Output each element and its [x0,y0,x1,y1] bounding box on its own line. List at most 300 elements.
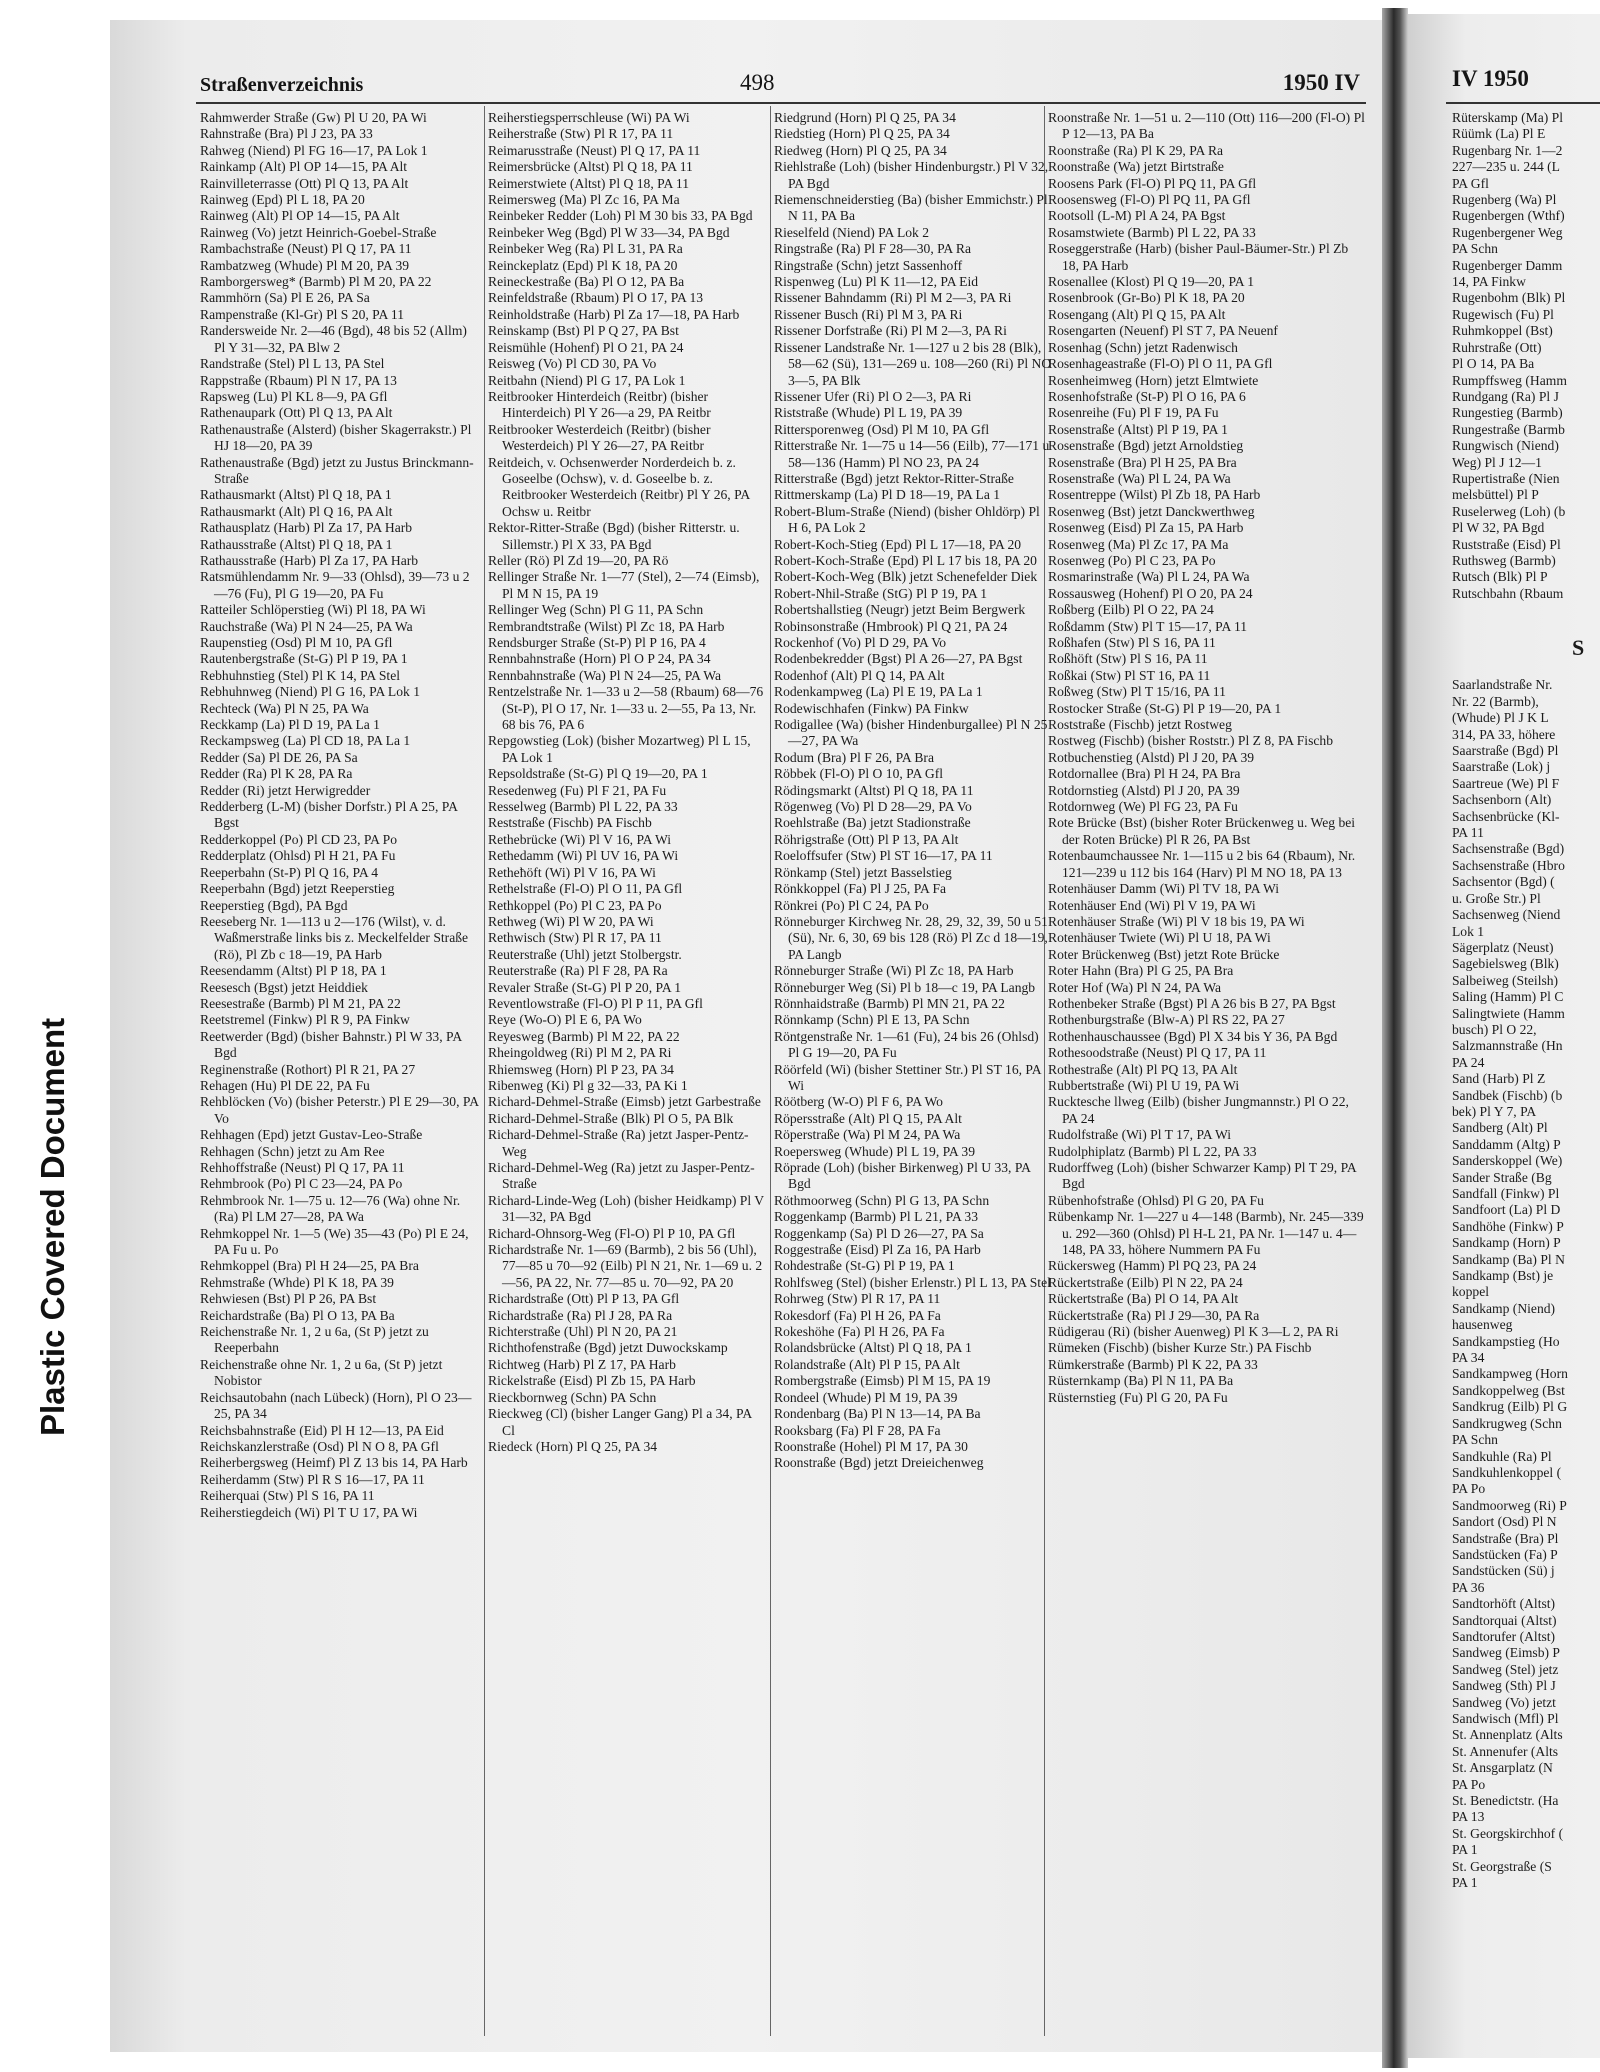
directory-entry: Roter Hof (Wa) Pl N 24, PA Wa [1048,979,1222,995]
directory-entry: Sandweg (Eimsb) P [1452,1645,1560,1661]
directory-entry: Sandkoppelweg (Bst [1452,1382,1565,1398]
directory-entry: Rissener Landstraße Nr. 1—127 u 2 bis 28 (Blk), 58—62 (Sü), 131—269 u. 108—260 (Ri) Pl NO 3—5, PA Blk [774,339,1052,388]
directory-entry: Robertshallstieg (Neugr) jetzt Beim Bergwerk [774,602,1026,618]
directory-entry: Sachsenweg (Niend [1452,907,1561,923]
directory-entry: Rugenberger Damm [1452,257,1563,273]
directory-entry: Reckampsweg (La) Pl CD 18, PA La 1 [200,733,411,749]
directory-entry: Rehhagen (Epd) jetzt Gustav-Leo-Straße [200,1127,423,1143]
directory-entry: Rehmkoppel Nr. 1—5 (We) 35—43 (Po) Pl E 24, PA Fu u. Po [200,1225,469,1258]
directory-entry: Rugewisch (Fu) Pl [1452,306,1554,322]
directory-entry: Rotbuchenstieg (Alstd) Pl J 20, PA 39 [1048,749,1255,765]
directory-entry: Rembrandtstraße (Wilst) Pl Zc 18, PA Harb [488,618,725,634]
directory-entry: 227—235 u. 244 (L [1452,159,1560,175]
directory-entry: Reiherstiegsperrschleuse (Wi) PA Wi [488,110,690,125]
directory-entry: Rönkrei (Po) Pl C 24, PA Po [774,897,929,913]
directory-entry: PA Po [1452,1776,1486,1792]
directory-entry: Randstraße (Stel) Pl L 13, PA Stel [200,356,385,372]
directory-entry: Sandweg (Stel) jetz [1452,1661,1559,1677]
directory-entry: Rönkkoppel (Fa) Pl J 25, PA Fa [774,881,947,897]
directory-entry: Roepersweg (Whude) Pl L 19, PA 39 [774,1143,975,1159]
directory-entry: Rostweg (Fischb) (bisher Roststr.) Pl Z 8, PA Fischb [1048,733,1333,749]
directory-entry: Rathausplatz (Harb) Pl Za 17, PA Harb [200,520,413,536]
directory-entry: Rosenheimweg (Horn) jetzt Elmtwiete [1048,372,1259,388]
directory-entry: Roter Brückenweg (Bst) jetzt Rote Brücke [1048,946,1280,962]
directory-entry: Rethwisch (Stw) Pl R 17, PA 11 [488,930,662,946]
directory-entry: PA Po [1452,1481,1486,1497]
directory-entry: Reitbrooker Westerdeich (Reitbr) (bisher Westerdeich) Pl Y 26—27, PA Reitbr [488,421,711,454]
directory-entry: Ruhmkoppel (Bst) [1452,323,1553,339]
directory-entry: Rathenaustraße (Alsterd) (bisher Skagerrakstr.) Pl HJ 18—20, PA 39 [200,421,472,454]
directory-entry: Sandweg (Sth) Pl J [1452,1678,1556,1694]
directory-entry: Röntgenstraße Nr. 1—61 (Fu), 24 bis 26 (Ohlsd) Pl G 19—20, PA Fu [774,1028,1039,1061]
directory-entry: Roter Hahn (Bra) Pl G 25, PA Bra [1048,963,1234,979]
directory-entry: Reesestraße (Barmb) Pl M 21, PA 22 [200,995,401,1011]
directory-entry: Sandtorquai (Altst) [1452,1612,1557,1628]
directory-entry: Roeloffsufer (Stw) Pl ST 16—17, PA 11 [774,848,993,864]
directory-entry: Riedstieg (Horn) Pl Q 25, PA 34 [774,126,950,142]
directory-entry: Sandhöhe (Finkw) P [1452,1218,1564,1234]
directory-entry: Rauchstraße (Wa) Pl N 24—25, PA Wa [200,618,413,634]
directory-entry: Richtweg (Harb) Pl Z 17, PA Harb [488,1356,676,1372]
directory-entry: Ritterstraße (Bgd) jetzt Rektor-Ritter-Straße [774,470,1014,486]
directory-entry: Robert-Koch-Weg (Blk) jetzt Schenefelder Diek [774,569,1038,585]
directory-entry: Sandfoort (La) Pl D [1452,1202,1561,1218]
directory-entry: Rugenbergener Weg [1452,224,1563,240]
directory-entry: Rögenweg (Vo) Pl D 28—29, PA Vo [774,799,972,815]
directory-entry: Saarstraße (Bgd) Pl [1452,743,1559,759]
directory-entry: Lok 1 [1452,923,1485,939]
directory-entry: Rieckbornweg (Schn) PA Schn [488,1389,657,1405]
directory-entry: Sandstraße (Bra) Pl [1452,1530,1559,1546]
directory-entry: Rönkamp (Stel) jetzt Basselstieg [774,864,952,880]
directory-entry: Revaler Straße (St-G) Pl P 20, PA 1 [488,979,682,995]
directory-entry: Reiherbergsweg (Heimf) Pl Z 13 bis 14, PA Harb [200,1455,468,1471]
directory-entry: Ramborgersweg* (Barmb) Pl M 20, PA 22 [200,274,432,290]
directory-entry: Rosenbrook (Gr-Bo) Pl K 18, PA 20 [1048,290,1245,306]
directory-entry: Reimersweg (Ma) Pl Zc 16, PA Ma [488,192,680,208]
directory-entry: Sandkrug (Eilb) Pl G [1452,1399,1568,1415]
directory-entry: Rosenallee (Klost) Pl Q 19—20, PA 1 [1048,274,1255,290]
directory-entry: Reesesch (Bgst) jetzt Heiddiek [200,979,368,995]
directory-entry: Röpersstraße (Alt) Pl Q 15, PA Alt [774,1110,962,1126]
directory-entry: Rendsburger Straße (St-P) Pl P 16, PA 4 [488,635,706,650]
directory-entry: Reimerstwiete (Altst) Pl Q 18, PA 11 [488,175,690,191]
directory-entry: Rönnhaidstraße (Barmb) Pl MN 21, PA 22 [774,995,1005,1011]
directory-entry: Salzmannstraße (Hn [1452,1038,1563,1054]
directory-entry: Rosenstraße (Wa) Pl L 24, PA Wa [1048,470,1231,486]
directory-entry: Reetwerder (Bgd) (bisher Bahnstr.) Pl W 33, PA Bgd [200,1028,462,1061]
directory-entry [1452,619,1600,635]
directory-entry: Rosenhag (Schn) jetzt Radenwisch [1048,339,1238,355]
directory-entry: Ruselerweg (Loh) (b [1452,503,1566,519]
directory-entry: Riemenschneiderstieg (Ba) (bisher Emmichstr.) Pl N 11, PA Ba [774,192,1048,224]
directory-entry: Roonstraße (Bgd) jetzt Dreieichenweg [774,1455,984,1471]
directory-entry: Robert-Blum-Straße (Niend) (bisher Ohldörp) Pl H 6, PA Lok 2 [774,503,1040,536]
header-rule [196,102,1366,104]
directory-entry: Reststraße (Fischb) PA Fischb [488,815,652,831]
directory-entry: Rugenbergen (Wthf) [1452,208,1565,224]
directory-entry: Riedeck (Horn) Pl Q 25, PA 34 [488,1438,658,1454]
directory-entry: Rückertstraße (Eilb) Pl N 22, PA 24 [1048,1274,1243,1290]
directory-entry: Roßhafen (Stw) Pl S 16, PA 11 [1048,635,1216,650]
directory-entry: Randersweide Nr. 2—46 (Bgd), 48 bis 52 (Allm) Pl Y 31—32, PA Blw 2 [200,323,467,355]
directory-entry: Rebhuhnweg (Niend) Pl G 16, PA Lok 1 [200,684,421,700]
directory-entry: Sand (Harb) Pl Z [1452,1071,1546,1087]
directory-entry: Rotenbaumchaussee Nr. 1—115 u 2 bis 64 (Rbaum), Nr. 121—239 u 112 bis 164 (Harv) Pl M NO 18, PA 13 [1048,848,1356,880]
directory-entry: PA 34 [1452,1350,1485,1366]
directory-entry: Reiherdamm (Stw) Pl R S 16—17, PA 11 [200,1471,425,1487]
directory-entry: Ribenweg (Ki) Pl g 32—33, PA Ki 1 [488,1077,688,1093]
directory-entry: Redderberg (L-M) (bisher Dorfstr.) Pl A 25, PA Bgst [200,799,458,831]
directory-entry: Reckkamp (La) Pl D 19, PA La 1 [200,717,380,733]
directory-entry: Reineckestraße (Ba) Pl O 12, PA Ba [488,274,685,290]
directory-entry: Roggestraße (Eisd) Pl Za 16, PA Harb [774,1242,981,1258]
directory-entry: Saartreue (We) Pl F [1452,775,1560,791]
directory-entry: Sandstücken (Sü) j [1452,1563,1555,1579]
directory-entry: Ratteiler Schlöperstieg (Wi) Pl 18, PA Wi [200,602,426,618]
directory-entry: Reichsautobahn (nach Lübeck) (Horn), Pl O 23—25, PA 34 [200,1389,472,1422]
directory-entry: Roonstraße (Hohel) Pl M 17, PA 30 [774,1438,968,1454]
directory-entry: Reinbeker Weg (Ra) Pl L 31, PA Ra [488,241,683,257]
directory-entry: Rehmbrook (Po) Pl C 23—24, PA Po [200,1176,403,1192]
directory-entry: Reinholdstraße (Harb) Pl Za 17—18, PA Harb [488,306,740,322]
directory-entry: Rostocker Straße (St-G) Pl P 19—20, PA 1 [1048,700,1282,716]
directory-entry: Sachsenborn (Alt) [1452,792,1552,808]
directory-entry: Repgowstieg (Lok) (bisher Mozartweg) Pl L 15, PA Lok 1 [488,733,751,765]
directory-entry: Sachsentor (Bgd) ( [1452,874,1555,890]
directory-entry: Rehagen (Hu) Pl DE 22, PA Fu [200,1077,370,1093]
directory-entry: Sandbek (Fischb) (b [1452,1087,1563,1103]
directory-entry: Richardstraße Nr. 1—69 (Barmb), 2 bis 56 (Uhl), 77—85 u 70—92 (Eilb) Pl N 21, Nr. 1—69 u. 2—56, PA 22, Nr. 77—85 u. 70—92, PA 20 [488,1242,763,1290]
directory-entry: Rothesoodstraße (Neust) Pl Q 17, PA 11 [1048,1045,1267,1061]
directory-entry: Rehhoffstraße (Neust) Pl Q 17, PA 11 [200,1160,405,1175]
directory-entry: Richard-Dehmel-Straße (Blk) Pl O 5, PA Blk [488,1110,734,1126]
directory-entry: Sandkuhle (Ra) Pl [1452,1448,1552,1464]
directory-entry: Reitbrooker Hinterdeich (Reitbr) (bisher Hinterdeich) Pl Y 26—a 29, PA Reitbr [488,388,711,421]
directory-entry: Rutschbahn (Rbaum [1452,585,1564,601]
directory-entry: Riststraße (Whude) Pl L 19, PA 39 [774,405,963,421]
directory-entry: Reiherstraße (Stw) Pl R 17, PA 11 [488,126,674,142]
directory-entry: Rombergstraße (Eimsb) Pl M 15, PA 19 [774,1373,991,1389]
directory-entry: Resselweg (Barmb) Pl L 22, PA 33 [488,799,678,815]
directory-entry: Roggenkamp (Sa) Pl D 26—27, PA Sa [774,1225,984,1241]
directory-entry: Sägerplatz (Neust) [1452,939,1554,955]
directory-entry: Richterstraße (Uhl) Pl N 20, PA 21 [488,1324,678,1340]
directory-entry: Saling (Hamm) Pl C [1452,989,1564,1005]
directory-entry: Reyesweg (Barmb) Pl M 22, PA 22 [488,1028,680,1044]
directory-entry: Reitbahn (Niend) Pl G 17, PA Lok 1 [488,372,686,388]
directory-entry: Sachsenstraße (Hbro [1452,857,1565,873]
directory-entry: Roßweg (Stw) Pl T 15/16, PA 11 [1048,684,1226,700]
directory-entry: Roßhöft (Stw) Pl S 16, PA 11 [1048,651,1208,667]
directory-entry: Rosenstraße (Bgd) jetzt Arnoldstieg [1048,438,1244,454]
directory-entry: Rümeken (Fischb) (bisher Kurze Str.) PA Fischb [1048,1340,1312,1356]
directory-entry: busch) Pl O 22, [1452,1021,1537,1037]
directory-entry: Rieselfeld (Niend) PA Lok 2 [774,224,930,240]
right-header-rule [1446,102,1600,104]
directory-entry: Roonstraße Nr. 1—51 u. 2—110 (Ott) 116—200 (Fl-O) Pl P 12—13, PA Ba [1048,110,1365,142]
directory-entry: Reimersbrücke (Altst) Pl Q 18, PA 11 [488,159,693,175]
directory-entry: Sandkamp (Horn) P [1452,1235,1561,1251]
directory-entry: Reimarusstraße (Neust) Pl Q 17, PA 11 [488,142,701,158]
directory-entry: Rönneburger Kirchweg Nr. 28, 29, 32, 39, 50 u 51 (Sü), Nr. 6, 30, 69 bis 128 (Rö) Pl Zc d 18—19, PA Langb [774,913,1048,962]
directory-entry: Rutsch (Blk) Pl P [1452,569,1548,585]
directory-entry: Rothenbeker Straße (Bgst) Pl A 26 bis B 27, PA Bgst [1048,995,1336,1011]
directory-entry: Rudolfstraße (Wi) Pl T 17, PA Wi [1048,1127,1232,1143]
directory-entry: Reller (Rö) Pl Zd 19—20, PA Rö [488,552,669,568]
directory-entry: Rosentreppe (Wilst) Pl Zb 18, PA Harb [1048,487,1261,503]
directory-entry: Saarstraße (Lok) j [1452,759,1551,775]
directory-entry: Rathausstraße (Altst) Pl Q 18, PA 1 [200,536,393,552]
directory-entry: Reesendamm (Altst) Pl P 18, PA 1 [200,963,387,979]
directory-entry: Rönnkamp (Schn) Pl E 13, PA Schn [774,1012,970,1028]
directory-entry: Rathausmarkt (Altst) Pl Q 18, PA 1 [200,487,392,503]
directory-entry: Rondenbarg (Ba) Pl N 13—14, PA Ba [774,1406,981,1422]
directory-entry: Rübenkamp Nr. 1—227 u 4—148 (Barmb), Nr. 245—339 u. 292—360 (Ohlsd) Pl H-L 21, PA Nr. 1—147 u. 4—148, PA 33, höhere Nummern PA Fu [1048,1209,1364,1258]
directory-entry: Reichenstraße ohne Nr. 1, 2 u 6a, (St P) jetzt Nobistor [200,1356,443,1389]
directory-entry: Ruthsweg (Barmb) [1452,552,1556,568]
directory-entry: Rispenweg (Lu) Pl K 11—12, PA Eid [774,274,979,290]
directory-entry: Rotenhäuser End (Wi) Pl V 19, PA Wi [1048,897,1256,913]
directory-entry: Reichsbahnstraße (Eid) Pl H 12—13, PA Eid [200,1422,444,1438]
directory-entry: Rhiemsweg (Horn) Pl P 23, PA 34 [488,1061,674,1077]
directory-entry: Rohrweg (Stw) Pl R 17, PA 11 [774,1291,941,1307]
directory-entry: Sagebielsweg (Blk) [1452,956,1559,972]
directory-entry: Weg) Pl J 12—1 [1452,454,1542,470]
directory-entry: Rambachstraße (Neust) Pl Q 17, PA 11 [200,241,412,257]
directory-entry: 314, PA 33, höhere [1452,726,1556,742]
directory-entry: Rathausstraße (Harb) Pl Za 17, PA Harb [200,552,419,568]
directory-entry: Rondeel (Whude) Pl M 19, PA 39 [774,1389,958,1405]
directory-entry: PA 1 [1452,1842,1478,1858]
directory-entry: Sandkrugweg (Schn [1452,1415,1562,1431]
directory-entry: Rainweg (Vo) jetzt Heinrich-Goebel-Straße [200,224,437,240]
directory-entry: Rolandsbrücke (Altst) Pl Q 18, PA 1 [774,1340,972,1356]
directory-entry: Rambatzweg (Whude) Pl M 20, PA 39 [200,257,410,273]
directory-entry: Sandkamp (Niend) [1452,1300,1556,1316]
directory-entry: Rotdornweg (We) Pl FG 23, PA Fu [1048,799,1238,815]
directory-entry: Redderkoppel (Po) Pl CD 23, PA Po [200,831,398,847]
directory-entry: Rootsoll (L-M) Pl A 24, PA Bgst [1048,208,1226,224]
directory-entry: Rückertstraße (Ba) Pl O 14, PA Alt [1048,1291,1239,1307]
header-year: 1950 IV [1282,70,1360,95]
directory-entry: Rückertstraße (Ra) Pl J 29—30, PA Ra [1048,1307,1260,1323]
directory-entry: Rosengarten (Neuenf) Pl ST 7, PA Neuenf [1048,323,1278,339]
directory-entry: Reisweg (Vo) Pl CD 30, PA Vo [488,356,657,372]
directory-entry: Riehlstraße (Loh) (bisher Hindenburgstr.) Pl V 32, PA Bgd [774,159,1049,191]
directory-entry: Sanddamm (Altg) P [1452,1136,1561,1152]
side-label [34,1396,74,1436]
directory-entry: Rotenhäuser Damm (Wi) Pl TV 18, PA Wi [1048,881,1280,897]
directory-entry: Rellinger Straße Nr. 1—77 (Stel), 2—74 (Eimsb), Pl M N 15, PA 19 [488,569,760,601]
directory-entry: hausenweg [1452,1317,1513,1333]
directory-entry: Nr. 22 (Barmb), [1452,693,1539,709]
directory-entry: Rechteck (Wa) Pl N 25, PA Wa [200,700,369,716]
directory-entry: Rodewischhafen (Finkw) PA Finkw [774,700,969,716]
directory-entry: Ritterstraße Nr. 1—75 u 14—56 (Eilb), 77—171 u 58—136 (Hamm) Pl NO 23, PA 24 [774,438,1050,470]
directory-entry: Rumpffsweg (Hamm [1452,372,1567,388]
directory-entry: Rundgang (Ra) Pl J [1452,388,1559,404]
directory-entry: Rubbertstraße (Wi) Pl U 19, PA Wi [1048,1077,1240,1093]
right-page-column [1452,110,1600,2040]
directory-entry: Rosenweg (Po) Pl C 23, PA Po [1048,552,1216,568]
directory-entry: Röprade (Loh) (bisher Birkenweg) Pl U 33, PA Bgd [774,1160,1031,1192]
directory-entry: Rudolphiplatz (Barmb) Pl L 22, PA 33 [1048,1143,1257,1159]
column-divider [770,106,771,2036]
directory-entry [1452,602,1600,618]
directory-entry: Roßdamm (Stw) Pl T 15—17, PA 11 [1048,618,1248,634]
directory-entry: Rathenaustraße (Bgd) jetzt zu Justus Brinckmann-Straße [200,454,474,486]
directory-entry: Pl O 14, PA Ba [1452,356,1535,372]
directory-entry: St. Ansgarplatz (N [1452,1760,1553,1776]
directory-entry: Rüsternstieg (Fu) Pl G 20, PA Fu [1048,1389,1228,1405]
section-letter: S [1572,635,1585,660]
directory-entry: St. Benedictstr. (Ha [1452,1793,1559,1809]
directory-entry: St. Annenplatz (Alts [1452,1727,1563,1743]
directory-entry: Rotdornallee (Bra) Pl H 24, PA Bra [1048,766,1241,782]
directory-entry: Reinfeldstraße (Rbaum) Pl O 17, PA 13 [488,290,704,306]
directory-entry: Raupenstieg (Osd) Pl M 10, PA Gfl [200,635,393,650]
directory-entry: Rickelstraße (Eisd) Pl Zb 15, PA Harb [488,1373,696,1389]
directory-entry: Richard-Dehmel-Weg (Ra) jetzt zu Jasper-Pentz-Straße [488,1160,755,1192]
directory-entry: Rolandstraße (Alt) Pl P 15, PA Alt [774,1356,960,1372]
directory-entry: Rampenstraße (Kl-Gr) Pl S 20, PA 11 [200,306,405,322]
directory-entry: Reeseberg Nr. 1—113 u 2—176 (Wilst), v. d. Waßmerstraße links bis z. Meckelfelder Straße (Rö), Pl Zb c 18—19, PA Harb [200,913,469,962]
directory-entry: Sandkampstieg (Ho [1452,1333,1560,1349]
directory-entry: Rokesdorf (Fa) Pl H 26, PA Fa [774,1307,941,1323]
directory-entry: Rehmkoppel (Bra) Pl H 24—25, PA Bra [200,1258,419,1274]
directory-entry: Rennbahnstraße (Wa) Pl N 24—25, PA Wa [488,667,722,683]
directory-entry: Roehlstraße (Ba) jetzt Stadionstraße [774,815,971,831]
directory-entry: Rathenaupark (Ott) Pl Q 13, PA Alt [200,405,393,421]
directory-entry: Reuterstraße (Uhl) jetzt Stolbergstr. [488,946,682,962]
directory-entry: Rammhörn (Sa) Pl E 26, PA Sa [200,290,370,306]
directory-entry: Retheħöft (Wi) Pl V 16, PA Wi [488,864,656,880]
directory-entry: Rehwiesen (Bst) Pl P 26, PA Bst [200,1291,377,1307]
directory-entry: Ringstraße (Schn) jetzt Sassenhoff [774,257,963,273]
right-page-clip [1408,14,1600,2058]
directory-entry: Redder (Ra) Pl K 28, PA Ra [200,766,353,782]
directory-entry: Rosmarinstraße (Wa) Pl L 24, PA Wa [1048,569,1250,585]
directory-entry: Rathausmarkt (Alt) Pl Q 16, PA Alt [200,503,393,519]
directory-entry: Rissener Ufer (Ri) Pl O 2—3, PA Ri [774,388,972,404]
directory-entry: Riedweg (Horn) Pl Q 25, PA 34 [774,142,947,158]
directory-entry: Rahnstraße (Bra) Pl J 23, PA 33 [200,126,373,142]
directory-entry: Rönneburger Straße (Wi) Pl Zc 18, PA Harb [774,963,1014,979]
directory-entry: Salingtwiete (Hamm [1452,1005,1565,1021]
directory-entry: Sandkuhlenkoppel ( [1452,1464,1562,1480]
directory-entry: Rautenbergstraße (St-G) Pl P 19, PA 1 [200,651,408,667]
directory-entry: Rothestraße (Alt) Pl PQ 13, PA Alt [1048,1061,1238,1077]
directory-entry: Rennbahnstraße (Horn) Pl O P 24, PA 34 [488,651,711,667]
directory-entry: Roststraße (Fischb) jetzt Rostweg [1048,717,1232,733]
directory-entry: Robert-Nhil-Straße (StG) Pl P 19, PA 1 [774,585,988,601]
directory-entry: Rungestieg (Barmb) [1452,405,1563,421]
directory-entry: Sanderskoppel (We) [1452,1153,1563,1169]
directory-entry: Reichskanzlerstraße (Osd) Pl N O 8, PA Gfl [200,1438,439,1454]
directory-entry: Reiherquai (Stw) Pl S 16, PA 11 [200,1488,375,1504]
directory-entry: Rethedamm (Wi) Pl UV 16, PA Wi [488,848,679,864]
directory-entry: Richardstraße (Ra) Pl J 28, PA Ra [488,1307,673,1323]
directory-entry: Rosenstraße (Altst) Pl P 19, PA 1 [1048,421,1228,437]
directory-entry: Rosenreihe (Fu) Pl F 19, PA Fu [1048,405,1219,421]
directory-entry: Riedgrund (Horn) Pl Q 25, PA 34 [774,110,956,125]
directory-entry: Sandstücken (Fa) P [1452,1546,1558,1562]
directory-entry: Pl W 32, PA Bgd [1452,520,1545,536]
directory-entry: Rodenbekredder (Bgst) Pl A 26—27, PA Bgst [774,651,1023,667]
directory-entry: Reismühle (Hohenf) Pl O 21, PA 24 [488,339,684,355]
directory-entry: Rosamstwiete (Barmb) Pl L 22, PA 33 [1048,224,1256,240]
directory-entry: Rainkamp (Alt) Pl OP 14—15, PA Alt [200,159,408,175]
directory-entry: Sandweg (Vo) jetzt [1452,1694,1556,1710]
directory-entry: Rungwisch (Niend) [1452,438,1559,454]
directory-entry: Rainweg (Alt) Pl OP 14—15, PA Alt [200,208,400,224]
directory-entry: Rethweg (Wi) Pl W 20, PA Wi [488,913,654,929]
directory-entry: Rehmstraße (Whde) Pl K 18, PA 39 [200,1274,394,1290]
directory-entry: Rugenberg (Wa) Pl [1452,192,1557,208]
directory-entry: Sandkamp (Ba) Pl N [1452,1251,1565,1267]
directory-entry: Rübenhofstraße (Ohlsd) Pl G 20, PA Fu [1048,1192,1264,1208]
directory-entry: Richardstraße (Ott) Pl P 13, PA Gfl [488,1291,680,1307]
directory-entry: Rheingoldweg (Ri) Pl M 2, PA Ri [488,1045,672,1061]
directory-entry: Sandmoorweg (Ri) P [1452,1497,1567,1513]
directory-entry: Rissener Busch (Ri) Pl M 3, PA Ri [774,306,963,322]
directory-entry: Resedenweg (Fu) Pl F 21, PA Fu [488,782,667,798]
book-gutter [1382,8,1408,2068]
directory-entry: koppel [1452,1284,1489,1300]
directory-entry: Rellinger Weg (Schn) Pl G 11, PA Schn [488,602,704,618]
directory-entry: Sandtorufer (Altst) [1452,1628,1556,1644]
directory-entry: Rieckweg (Cl) (bisher Langer Gang) Pl a 34, PA Cl [488,1406,752,1438]
directory-entry: Rugenbohm (Blk) Pl [1452,290,1566,306]
directory-entry: Richard-Dehmel-Straße (Ra) jetzt Jasper-Pentz-Weg [488,1127,749,1159]
directory-entry: Rossausweg (Hohenf) Pl O 20, PA 24 [1048,585,1253,601]
directory-entry: Reventlowstraße (Fl-O) Pl P 11, PA Gfl [488,995,703,1011]
directory-entry: St. Georgstraße (S [1452,1858,1552,1874]
directory-entry: Sandkamp (Bst) je [1452,1268,1554,1284]
directory-entry: Rittmerskamp (La) Pl D 18—19, PA La 1 [774,487,1001,503]
directory-entry: Rotenhäuser Straße (Wi) Pl V 18 bis 19, PA Wi [1048,913,1305,929]
directory-entry: Robert-Koch-Straße (Epd) Pl L 17 bis 18, PA 20 [774,552,1037,568]
directory-entry: Rosenhageastraße (Fl-O) Pl O 11, PA Gfl [1048,356,1273,372]
directory-entry: Sandtorhöft (Altst) [1452,1596,1556,1612]
directory-column-3 [774,110,1052,2040]
directory-entry: Rothenburgstraße (Blw-A) Pl RS 22, PA 27 [1048,1012,1285,1028]
directory-entry: Reeperstieg (Bgd), PA Bgd [200,897,348,913]
directory-entry: Rappstraße (Rbaum) Pl N 17, PA 13 [200,372,397,388]
directory-entry: Rodenhof (Alt) Pl Q 14, PA Alt [774,667,945,683]
page-number: 498 [740,70,775,95]
directory-entry: Roseggerstraße (Harb) (bisher Paul-Bäumer-Str.) Pl Zb 18, PA Harb [1048,241,1349,273]
directory-entry: Reichardstraße (Ba) Pl O 13, PA Ba [200,1307,395,1323]
directory-entry: Rodum (Bra) Pl F 26, PA Bra [774,749,934,765]
directory-entry: Rote Brücke (Bst) (bisher Roter Brückenweg u. Weg bei der Roten Brücke) Pl R 26, PA Bst [1048,815,1356,847]
directory-entry: Rahweg (Niend) Pl FG 16—17, PA Lok 1 [200,142,428,158]
directory-entry: Sandfall (Finkw) Pl [1452,1186,1560,1201]
directory-entry: Reginenstraße (Rothort) Pl R 21, PA 27 [200,1061,416,1077]
directory-entry: Röörfeld (Wi) (bisher Stettiner Str.) Pl ST 16, PA Wi [774,1061,1041,1093]
directory-entry: Rosenstraße (Bra) Pl H 25, PA Bra [1048,454,1237,470]
directory-entry: Rethelstraße (Fl-O) Pl O 11, PA Gfl [488,881,683,897]
directory-entry: melsbüttel) Pl P [1452,487,1539,503]
directory-entry: Rethkoppel (Po) Pl C 23, PA Po [488,897,662,913]
directory-entry: Richard-Ohnsorg-Weg (Fl-O) Pl P 10, PA Gfl [488,1225,736,1241]
directory-entry: St. Georgskirchhof ( [1452,1825,1564,1841]
directory-entry: Rapsweg (Lu) Pl KL 8—9, PA Gfl [200,388,388,404]
directory-entry: Rittersporenweg (Osd) Pl M 10, PA Gfl [774,421,990,437]
directory-entry: Reitdeich, v. Ochsenwerder Norderdeich b. z. Goseelbe (Ochsw), v. d. Goseelbe b. z. Reitbrooker Westerdeich (Reitbr) Pl Y 26, PA Ochsw u. Reitbr [488,454,750,519]
directory-entry: Roosens Park (Fl-O) Pl PQ 11, PA Gfl [1048,175,1257,191]
